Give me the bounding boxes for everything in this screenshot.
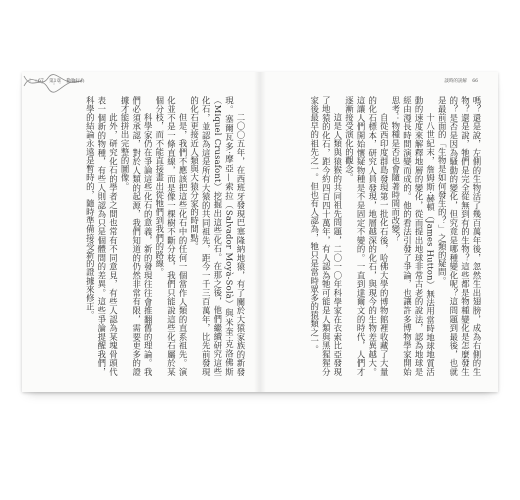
right-page [260, 72, 498, 392]
left-paragraph-3: 科學家仍在爭論這些化石的意義，新的發現往往會推翻舊的理論。我們必須承認，對於人類的起源，我們知道的仍然非常有限，需要更多的證據才能拼出完整的圖像。 [120, 96, 154, 376]
left-running-header [38, 79, 88, 85]
book-spread [22, 72, 498, 392]
left-paragraph-4: 此外，研究化石的學者之間也常有不同意見，有些人認為某塊骨頭代表一個新的物種，有些人則認為只是個體間的差異。這些爭論提醒我們，科學的結論永遠是暫時的，隨時準備接受新的證據來修正。 [85, 96, 119, 376]
left-page-body [38, 96, 246, 376]
chapter-title: 動物行為 [66, 79, 85, 84]
right-page-number: 66 [472, 79, 478, 84]
left-paragraph-1: 二〇〇五年，在西班牙發現巴塞隆納地猿，有了關於大猿家族的新發現。塞爾瓦多‧摩亞—索拉（Salvador Moyà-Solà）與米奎‧克洛佛斯（Miquel Crusafont）挖掘出這些化石。在那之後，他們繼續研究這些化石，並認為這是所有大猿的共同祖先，距今一千三百萬年，比先前發現的化石更接近人類與大猿分家的時間點。 [189, 96, 246, 376]
left-page-number: 67 [38, 79, 44, 84]
left-page [22, 72, 260, 392]
right-page-body [274, 96, 482, 376]
right-paragraph-4: 這是人類與猿猴的共同祖先問題，二〇一〇年科學家在衣索比亞發現了地猿的化石，距今約四百四十萬年，有人認為牠可能是人類與黑猩猩分家後最早的祖先之一。但也有人認為，牠只是當時眾多的猿類之一。 [309, 96, 343, 376]
section-title: 談時的誤解 [444, 79, 467, 84]
right-paragraph-2: 十八世紀末，詹姆斯‧赫頓（James Hutton）無法用當時地球地質活動的速度來解釋地層的變化，從而提出地球非常古老的說法，認為地球是經由漫長時間演變而成的。他的看法引發了爭論，也讓許多博物學家開始思考：物種是否也會隨著時間而改變？ [390, 96, 436, 376]
left-paragraph-2: 但是，我們不應該把這些化石中的任何一個當作人類的直系祖先。演化並不是一條直線，而是像一棵樹不斷分枝，我們只能說這些化石屬於某個分枝，而不能直接畫出從牠們到我們的路線。 [154, 96, 189, 376]
right-paragraph-3: 自從西印度群島發現第一批化石後，哈佛大學的博物館裡收藏了大量的化石標本，研究人員發現，地層越深的化石，與現今的生物差異越大。這讓人們開始懷疑物種是不是固定不變的。一直到達爾文的時代，人們才逐漸接受演化的觀念。 [344, 96, 390, 376]
right-paragraph-1: 嗎？還是說，左側的生物活了幾百萬年後，忽然生出翅膀，成為右側的生物？還是說，牠們是完全從無到有的生物？這些都是物種變化是怎麼發生的？是否是因為騷動的變化，但究竟是哪種變化呢？這問題到最後，也就是最前面的「生物是如何發生的？」之類的疑問。 [437, 96, 482, 376]
right-running-header [444, 79, 482, 85]
chapter-number: 第1章 [49, 79, 62, 84]
